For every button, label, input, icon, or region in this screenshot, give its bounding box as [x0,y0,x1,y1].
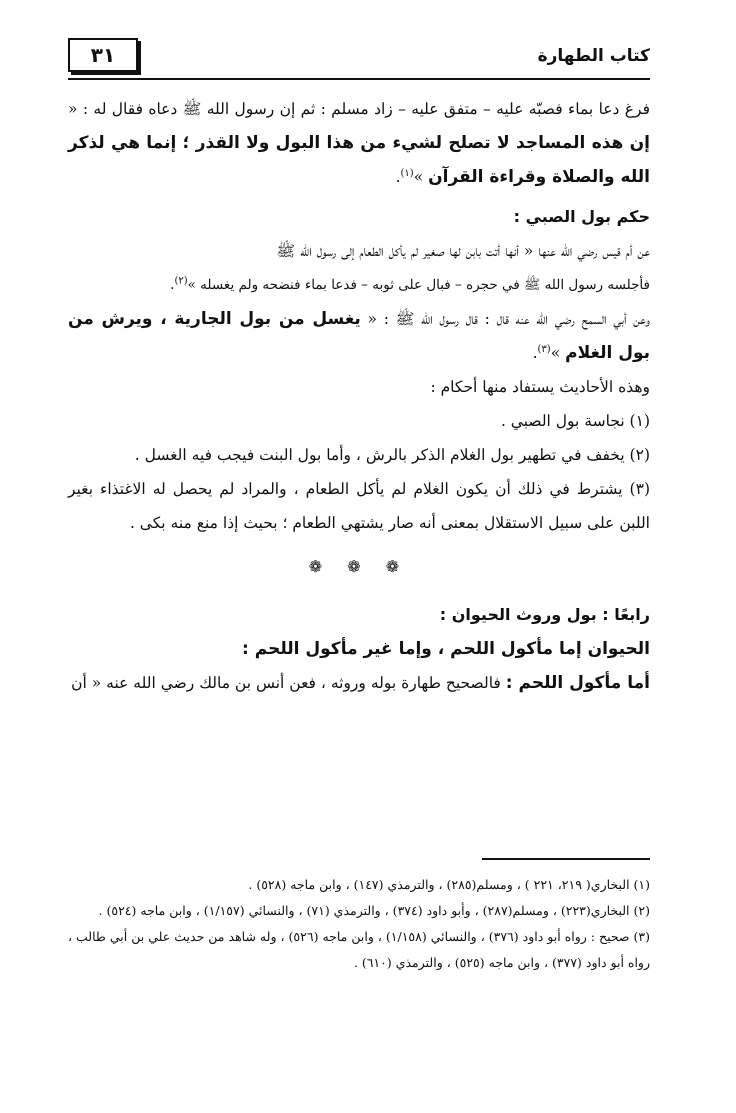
footnote-1: (١) البخاري( ٢١٩، ٢٢١ ) ، ومسلم(٢٨٥) ، والترمذي (١٤٧) ، وابن ماجه (٥٢٨) . [248,877,650,892]
paragraph-edible-animals [68,666,650,700]
paragraph-text: فرغ دعا بماء فصبّه عليه – متفق عليه – زاد مسلم : ثم إن رسول الله ﷺ دعاه فقال له : « [68,100,650,118]
footnote-ref: (٢) [174,275,188,287]
paragraph-animal-types: الحيوان إما مأكول اللحم ، وإما غير مأكول اللحم : [242,639,650,659]
paragraph-text: عن أم قيس رضي الله عنها « أنها أتت بابن لها صغير لم يأكل الطعام إلى رسول الله ﷺ [276,242,650,260]
paragraph-text: وعن أبي السمح رضي الله عنه قال : قال رسول الله ﷺ : « [360,310,650,328]
period: . [170,277,175,293]
main-text [68,92,650,700]
footnotes [68,872,650,976]
paragraph-umm-qays [68,234,650,268]
section-heading-animal-urine: رابعًا : بول وروث الحيوان : [439,605,650,624]
hadith-quote: يغسل من بول الجارية ، ويرش من بول الغلام [68,309,650,363]
footnote-ref: (١) [400,167,414,179]
ruling-item-2: (٢) يخفف في تطهير بول الغلام الذكر بالرش ، وأما بول البنت فيجب فيه الغسل . [134,446,650,464]
paragraph-rulings-intro: وهذه الأحاديث يستفاد منها أحكام : [430,378,650,396]
period: . [395,168,401,186]
ornament-divider: ❁ ❁ ❁ [308,557,410,576]
footnote-ref: (٣) [537,343,551,355]
ruling-item-3: (٣) يشترط في ذلك أن يكون الغلام لم يأكل الطعام ، والمراد لم يحصل له الاغتذاء بغير اللبن على سبيل الاستقلال بمعنى أنه صار يشتهي الطعام ؛ بحيث إذا منع منه بكى . [68,480,650,532]
book-title: كتاب الطهارة [537,46,650,66]
page-header [68,38,650,78]
quote-close: » [550,344,566,362]
paragraph-text: فأجلسه رسول الله ﷺ في حجره – فبال على ثوبه – فدعا بماء فنضحه ولم يغسله » [187,277,650,293]
hadith-quote: إن هذه المساجد لا تصلح لشيء من هذا البول ولا القذر ؛ إنما هي لذكر الله والصلاة وقراءة القرآن [68,133,650,187]
footnote-rule [482,858,650,860]
paragraph-hadith-masjid [68,92,650,194]
edible-label: أما مأكول اللحم : [505,673,650,693]
footnote-2: (٢) البخاري(٢٢٣) ، ومسلم(٢٨٧) ، وأبو داود (٣٧٤) ، والترمذي (٧١) ، والنسائي (١/١٥٧) ، وابن ماجه (٥٢٤) . [98,903,650,918]
paragraph-abu-samh [68,302,650,370]
section-heading-boy-urine: حكم بول الصبي : [513,207,650,226]
footnote-3: (٣) صحيح : رواه أبو داود (٣٧٦) ، والنسائي (١/١٥٨) ، وابن ماجه (٥٢٦) ، وله شاهد من حديث علي بن أبي طالب ، رواه أبو داود (٣٧٧) ، وابن ماجه (٥٢٥) ، والترمذي (٦١٠) . [68,929,651,970]
period: . [532,344,538,362]
quote-close: » [413,168,429,186]
paragraph-umm-qays-cont [68,268,650,302]
paragraph-text: فالصحيح طهارة بوله وروثه ، فعن أنس بن مالك رضي الله عنه « أن [71,674,506,692]
ruling-item-1: (١) نجاسة بول الصبي . [500,412,650,430]
header-rule [68,78,650,80]
page-number: ٣١ [68,38,138,72]
